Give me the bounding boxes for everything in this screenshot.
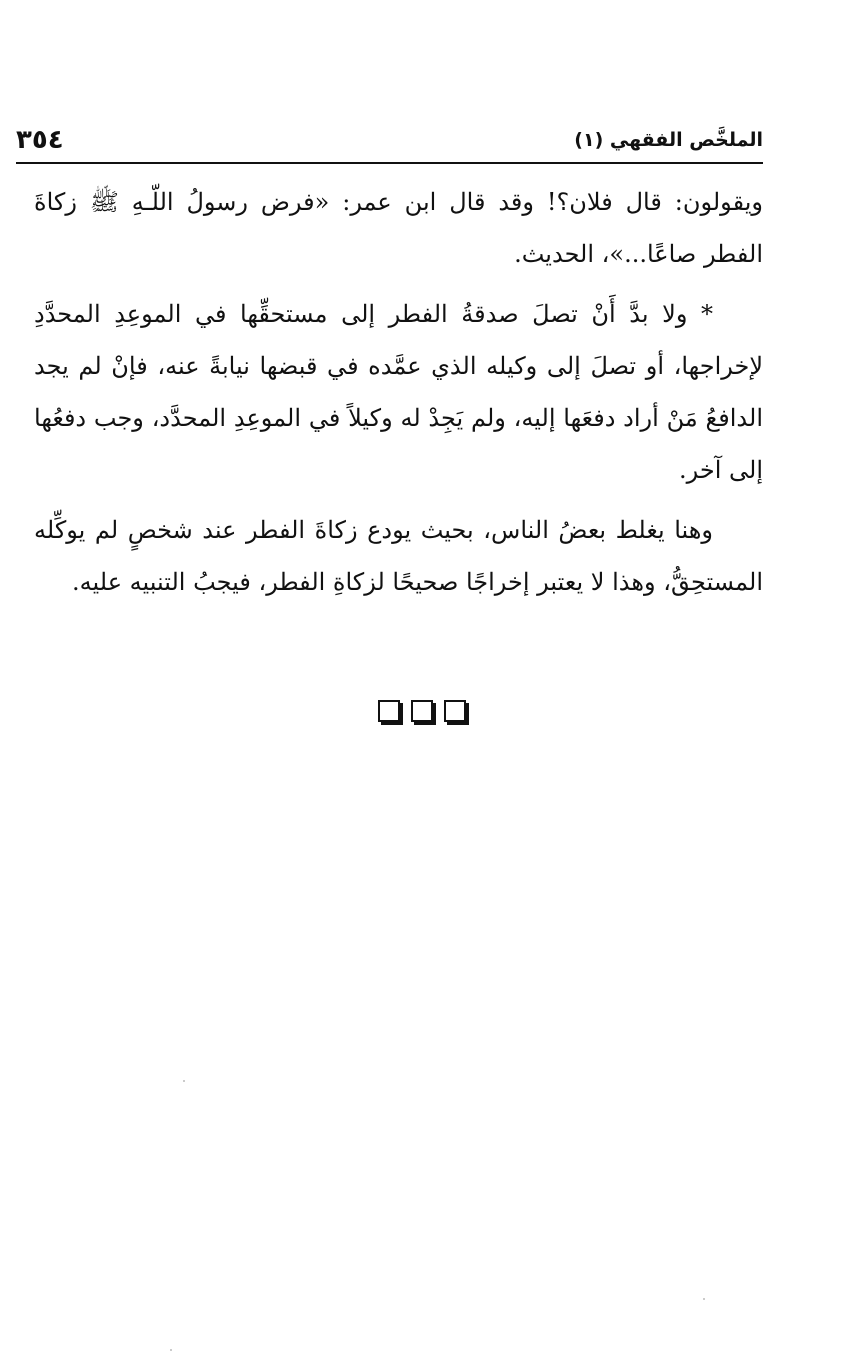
- header-rule: [16, 162, 763, 164]
- page-number: ٣٥٤: [16, 125, 64, 155]
- end-mark-box-icon: [378, 700, 400, 722]
- paragraph-warning: وهنا يغلط بعضُ الناس، بحيث يودع زكاةَ الفطر عند شخصٍ لم يوكِّله المستحِقُّ، وهذا لا يعتبر إخراجًا صحيحًا لزكاةِ الفطر، فيجبُ التنبيه عليه.: [34, 516, 763, 596]
- paragraph-delivery-rule: * ولا بدَّ أَنْ تصلَ صدقةُ الفطر إلى مستحقِّها في الموعِدِ المحدَّدِ لإخراجها، أو تصلَ إلى وكيله الذي عمَّده في قبضها نيابةً عنه، فإنْ لم يجد الدافعُ مَنْ أراد دفعَها إليه، ولم يَجِدْ له وكيلاً في الموعِدِ المحدَّد، وجب دفعُها إلى آخر.: [34, 300, 763, 484]
- end-mark-box-icon: [411, 700, 433, 722]
- scan-speck: [183, 1080, 185, 1082]
- body-text: [34, 176, 763, 608]
- scan-speck: [703, 1298, 705, 1300]
- page-header: [16, 122, 763, 158]
- section-end-marks: [0, 700, 843, 722]
- scan-speck: [170, 1349, 172, 1351]
- paragraph-quote: ويقولون: قال فلان؟! وقد قال ابن عمر: «فرض رسولُ اللّـهِ ﷺ زكاةَ الفطر صاعًا...»، الحديث.: [34, 188, 763, 268]
- end-mark-box-icon: [444, 700, 466, 722]
- running-title: الملخَّص الفقهي (١): [574, 129, 763, 151]
